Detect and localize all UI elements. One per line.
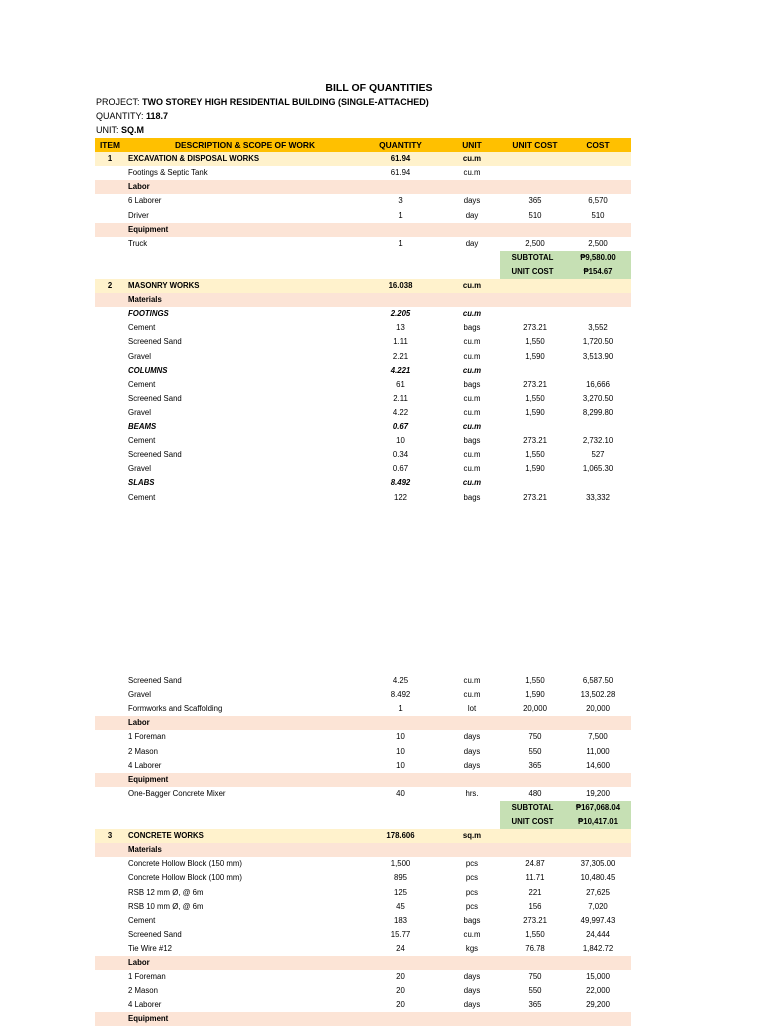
group-row <box>95 420 631 434</box>
row-description: Materials <box>128 845 162 855</box>
row-cost: 49,997.43 <box>580 915 616 925</box>
row-unit: cu.m <box>462 309 482 319</box>
row-quantity: 20 <box>396 1000 405 1010</box>
subtotal-label: SUBTOTAL <box>511 252 554 262</box>
row-unit-cost: 550 <box>528 986 542 996</box>
row-cost: 24,444 <box>586 929 610 939</box>
row-cost: 37,305.00 <box>580 859 616 869</box>
group-row <box>95 364 631 378</box>
row-unit-cost: 156 <box>528 901 542 911</box>
row-unit-cost: 365 <box>528 1000 542 1010</box>
row-unit: days <box>463 196 481 206</box>
row-unit: cu.m <box>463 351 481 361</box>
table-row <box>95 900 631 914</box>
table-row <box>95 688 631 702</box>
group-row <box>95 307 631 321</box>
table-row <box>95 392 631 406</box>
row-unit-cost: 273.21 <box>523 323 547 333</box>
item-row <box>95 152 631 166</box>
row-unit: days <box>463 732 481 742</box>
row-unit-cost: 365 <box>528 196 542 206</box>
quantity-line <box>96 110 168 123</box>
row-unit: cu.m <box>463 393 481 403</box>
row-unit: cu.m <box>463 407 481 417</box>
project-value: TWO STOREY HIGH RESIDENTIAL BUILDING (SINGLE-ATTACHED) <box>142 97 429 107</box>
row-description: CONCRETE WORKS <box>128 831 204 841</box>
row-unit: lot <box>467 704 477 714</box>
row-unit-cost: 1,590 <box>525 351 545 361</box>
row-description: 4 Laborer <box>128 760 162 770</box>
row-cost: 3,513.90 <box>582 351 614 361</box>
row-unit-cost: 550 <box>528 746 542 756</box>
header-unit: UNIT <box>462 140 482 150</box>
row-quantity: 895 <box>393 873 407 883</box>
category-row <box>95 180 631 194</box>
row-description: Screened Sand <box>128 676 182 685</box>
row-description: Labor <box>128 182 150 192</box>
project-line <box>96 96 429 109</box>
table-row <box>95 434 631 448</box>
row-quantity: 45 <box>396 901 405 911</box>
row-description: MASONRY WORKS <box>128 281 200 290</box>
row-quantity: 8.492 <box>390 478 411 488</box>
row-description: Concrete Hollow Block (150 mm) <box>128 859 242 869</box>
row-cost: 527 <box>591 450 605 460</box>
table-row <box>95 942 631 956</box>
row-quantity: 0.67 <box>392 422 409 431</box>
row-description: Footings & Septic Tank <box>128 168 208 178</box>
row-cost: 8,299.80 <box>582 407 614 417</box>
row-quantity: 0.34 <box>392 450 409 460</box>
table-row <box>95 335 631 349</box>
table-row <box>95 237 631 251</box>
row-cost: 7,500 <box>588 732 608 742</box>
row-unit: day <box>465 238 479 248</box>
row-quantity: 8.492 <box>390 690 411 700</box>
table-row <box>95 702 631 716</box>
row-cost: 27,625 <box>586 887 610 897</box>
row-quantity: 2.11 <box>393 393 408 403</box>
row-cost: 19,200 <box>586 788 610 798</box>
quantity-value: 118.7 <box>146 111 169 121</box>
table-row <box>95 984 631 998</box>
row-cost: 13,502.28 <box>580 690 616 700</box>
row-unit-cost: 273.21 <box>523 436 547 446</box>
row-description: Cement <box>128 915 156 925</box>
row-quantity: 10 <box>396 732 405 742</box>
table-row <box>95 759 631 773</box>
row-description: SLABS <box>128 478 155 488</box>
subtotal-box <box>500 251 631 265</box>
row-cost: 3,552 <box>588 323 608 333</box>
category-row <box>95 843 631 857</box>
row-cost: 1,720.50 <box>582 337 614 347</box>
table-row <box>95 378 631 392</box>
row-description: Screened Sand <box>128 337 182 347</box>
row-description: RSB 12 mm Ø, @ 6m <box>128 887 204 897</box>
row-cost: 29,200 <box>586 1000 610 1010</box>
table-row <box>95 787 631 801</box>
table-row <box>95 886 631 900</box>
row-unit: cu.m <box>463 676 481 685</box>
row-quantity: 13 <box>396 323 405 333</box>
row-unit-cost: 1,550 <box>525 393 545 403</box>
row-unit: cu.m <box>462 422 482 431</box>
row-unit: bags <box>463 436 481 446</box>
row-unit-cost: 1,550 <box>525 676 545 685</box>
row-unit-cost: 76.78 <box>525 943 545 953</box>
subtotal-label: UNIT COST <box>511 266 554 276</box>
quantity-label: QUANTITY: <box>96 111 144 121</box>
row-unit-cost: 1,590 <box>525 464 545 474</box>
row-description: Formworks and Scaffolding <box>128 704 223 714</box>
table-header-row <box>95 138 631 152</box>
row-description: 2 Mason <box>128 986 158 996</box>
project-label: PROJECT: <box>96 97 140 107</box>
row-quantity: 1 <box>398 238 403 248</box>
row-cost: 15,000 <box>586 972 610 982</box>
row-description: Materials <box>128 295 162 305</box>
row-quantity: 10 <box>396 746 405 756</box>
subtotal-row <box>95 801 631 815</box>
row-quantity: 4.25 <box>392 676 409 685</box>
row-description: Truck <box>128 238 148 248</box>
row-cost: 10,480.45 <box>580 873 616 883</box>
row-unit-cost: 11.71 <box>525 873 545 883</box>
row-description: Equipment <box>128 224 169 234</box>
row-quantity: 24 <box>396 943 405 953</box>
row-cost: 6,570 <box>588 196 608 206</box>
header-unit-cost: UNIT COST <box>512 140 558 150</box>
row-unit-cost: 1,550 <box>525 450 545 460</box>
row-unit: cu.m <box>462 365 482 375</box>
row-description: 4 Laborer <box>128 1000 162 1010</box>
row-description: Concrete Hollow Block (100 mm) <box>128 873 242 883</box>
row-unit: hrs. <box>465 788 479 798</box>
row-unit-cost: 273.21 <box>523 492 547 502</box>
table-row <box>95 998 631 1012</box>
row-quantity: 20 <box>396 986 405 996</box>
row-description: One-Bagger Concrete Mixer <box>128 788 226 798</box>
unit-line <box>96 124 144 137</box>
row-quantity: 10 <box>396 436 405 446</box>
row-quantity: 61.94 <box>390 168 411 178</box>
row-unit-cost: 510 <box>528 210 542 220</box>
row-unit: days <box>463 986 481 996</box>
row-description: Screened Sand <box>128 450 182 460</box>
row-unit-cost: 1,550 <box>525 929 545 939</box>
table-row <box>95 194 631 208</box>
unit-value: SQ.M <box>121 125 145 135</box>
row-description: Labor <box>128 718 150 728</box>
subtotal-value: ₱167,068.04 <box>575 802 621 812</box>
table-row <box>95 350 631 364</box>
row-unit: pcs <box>465 901 479 911</box>
row-cost: 16,666 <box>586 379 610 389</box>
subtotal-box <box>500 265 631 279</box>
group-row <box>95 476 631 490</box>
item-row <box>95 279 631 293</box>
table-row <box>95 406 631 420</box>
row-unit-cost: 2,500 <box>525 238 545 248</box>
subtotal-row <box>95 251 631 265</box>
row-unit-cost: 1,550 <box>525 337 545 347</box>
unit-label: UNIT: <box>96 125 119 135</box>
row-unit: cu.m <box>463 464 481 474</box>
row-quantity: 1,500 <box>390 859 411 869</box>
row-cost: 7,020 <box>588 901 608 911</box>
row-description: Cement <box>128 323 156 333</box>
row-description: 2 Mason <box>128 746 158 756</box>
row-quantity: 2.205 <box>390 309 411 319</box>
header-cost: COST <box>586 140 610 150</box>
row-unit: cu.m <box>463 450 481 460</box>
row-description: COLUMNS <box>128 365 168 375</box>
row-quantity: 4.221 <box>390 365 411 375</box>
table-row <box>95 491 631 505</box>
row-unit: cu.m <box>462 154 482 164</box>
row-quantity: 1.11 <box>393 337 408 347</box>
row-unit: bags <box>463 492 481 502</box>
row-description: FOOTINGS <box>128 309 169 319</box>
row-unit: pcs <box>465 859 479 869</box>
subtotal-value: ₱9,580.00 <box>580 252 616 262</box>
table-row <box>95 462 631 476</box>
header-quantity: QUANTITY <box>379 140 422 150</box>
row-unit: days <box>463 1000 481 1010</box>
row-unit: cu.m <box>463 690 481 700</box>
table-row <box>95 928 631 942</box>
row-description: Cement <box>128 492 156 502</box>
row-unit: cu.m <box>462 281 482 290</box>
subtotal-box <box>500 815 631 829</box>
row-quantity: 125 <box>393 887 407 897</box>
row-quantity: 20 <box>396 972 405 982</box>
row-unit: sq.m <box>462 831 482 841</box>
row-description: Driver <box>128 210 149 220</box>
category-row <box>95 223 631 237</box>
row-description: Gravel <box>128 407 151 417</box>
row-unit: bags <box>463 379 481 389</box>
table-row <box>95 674 631 688</box>
row-cost: 22,000 <box>586 986 610 996</box>
row-unit-cost: 750 <box>528 972 542 982</box>
table-row <box>95 730 631 744</box>
row-quantity: 4.22 <box>392 407 409 417</box>
row-cost: 510 <box>591 210 605 220</box>
row-unit-cost: 1,590 <box>525 690 545 700</box>
table-row <box>95 857 631 871</box>
row-cost: 2,500 <box>588 238 608 248</box>
row-unit: cu.m <box>463 168 481 178</box>
row-unit: pcs <box>465 887 479 897</box>
row-description: Cement <box>128 436 156 446</box>
subtotal-value: ₱154.67 <box>583 266 613 276</box>
row-unit: pcs <box>465 873 479 883</box>
header-description: DESCRIPTION & SCOPE OF WORK <box>174 140 316 150</box>
row-unit: bags <box>463 915 481 925</box>
row-quantity: 178.606 <box>386 831 415 841</box>
row-unit-cost: 24.87 <box>525 859 545 869</box>
row-cost: 6,587.50 <box>582 676 614 685</box>
table-row <box>95 166 631 180</box>
subtotal-label: SUBTOTAL <box>511 802 554 812</box>
row-description: Equipment <box>128 1014 169 1024</box>
document-title: BILL OF QUANTITIES <box>325 82 433 94</box>
subtotal-label: UNIT COST <box>511 817 554 826</box>
table-row <box>95 209 631 223</box>
header-item: ITEM <box>99 140 120 150</box>
category-row <box>95 773 631 787</box>
table-row <box>95 914 631 928</box>
row-quantity: 122 <box>393 492 407 502</box>
subtotal-row <box>95 265 631 279</box>
row-description: BEAMS <box>128 422 157 431</box>
subtotal-box <box>500 801 631 815</box>
row-cost: 1,065.30 <box>582 464 614 474</box>
category-row <box>95 293 631 307</box>
row-unit: cu.m <box>463 929 481 939</box>
item-number: 1 <box>107 154 113 164</box>
category-row <box>95 956 631 970</box>
table-row <box>95 321 631 335</box>
row-cost: 14,600 <box>586 760 610 770</box>
row-unit: bags <box>463 323 481 333</box>
table-row <box>95 871 631 885</box>
row-description: Screened Sand <box>128 393 182 403</box>
row-quantity: 15.77 <box>390 929 411 939</box>
item-number: 2 <box>107 281 113 290</box>
subtotal-value: ₱10,417.01 <box>578 817 618 826</box>
row-cost: 1,842.72 <box>582 943 614 953</box>
row-description: 1 Foreman <box>128 972 166 982</box>
item-row <box>95 829 631 843</box>
row-quantity: 61.94 <box>390 154 411 164</box>
row-description: Screened Sand <box>128 929 182 939</box>
row-quantity: 16.038 <box>388 281 413 290</box>
row-quantity: 183 <box>393 915 407 925</box>
table-row <box>95 745 631 759</box>
row-unit: days <box>463 760 481 770</box>
row-unit: day <box>465 210 479 220</box>
row-description: RSB 10 mm Ø, @ 6m <box>128 901 204 911</box>
row-quantity: 40 <box>396 788 405 798</box>
row-cost: 3,270.50 <box>582 393 614 403</box>
row-description: EXCAVATION & DISPOSAL WORKS <box>128 154 260 164</box>
row-unit-cost: 1,590 <box>525 407 545 417</box>
row-description: Gravel <box>128 464 151 474</box>
row-quantity: 3 <box>398 196 403 206</box>
row-cost: 2,732.10 <box>582 436 614 446</box>
row-unit-cost: 221 <box>528 887 542 897</box>
row-quantity: 0.67 <box>392 464 409 474</box>
row-unit: cu.m <box>462 478 482 488</box>
row-description: 1 Foreman <box>128 732 166 742</box>
table-row <box>95 970 631 984</box>
row-quantity: 2.21 <box>392 351 409 361</box>
category-row <box>95 716 631 730</box>
row-cost: 20,000 <box>586 704 610 714</box>
row-description: 6 Laborer <box>128 196 162 206</box>
item-number: 3 <box>107 831 113 841</box>
row-unit-cost: 273.21 <box>523 915 547 925</box>
row-unit: cu.m <box>463 337 481 347</box>
row-description: Cement <box>128 379 156 389</box>
table-row <box>95 448 631 462</box>
row-unit: days <box>463 746 481 756</box>
row-cost: 11,000 <box>586 746 610 756</box>
row-unit-cost: 273.21 <box>523 379 547 389</box>
row-quantity: 1 <box>398 210 403 220</box>
row-description: Gravel <box>128 351 151 361</box>
subtotal-row <box>95 815 631 829</box>
row-description: Gravel <box>128 690 151 700</box>
row-cost: 33,332 <box>586 492 610 502</box>
row-description: Equipment <box>128 774 169 784</box>
row-quantity: 61 <box>396 379 405 389</box>
row-unit: days <box>463 972 481 982</box>
row-quantity: 10 <box>396 760 405 770</box>
row-unit-cost: 20,000 <box>523 704 547 714</box>
row-description: Tie Wire #12 <box>128 943 172 953</box>
row-quantity: 1 <box>398 704 403 714</box>
row-description: Labor <box>128 958 150 967</box>
row-unit-cost: 750 <box>528 732 542 742</box>
row-unit-cost: 480 <box>528 788 542 798</box>
row-unit-cost: 365 <box>528 760 542 770</box>
row-unit: kgs <box>465 943 479 953</box>
